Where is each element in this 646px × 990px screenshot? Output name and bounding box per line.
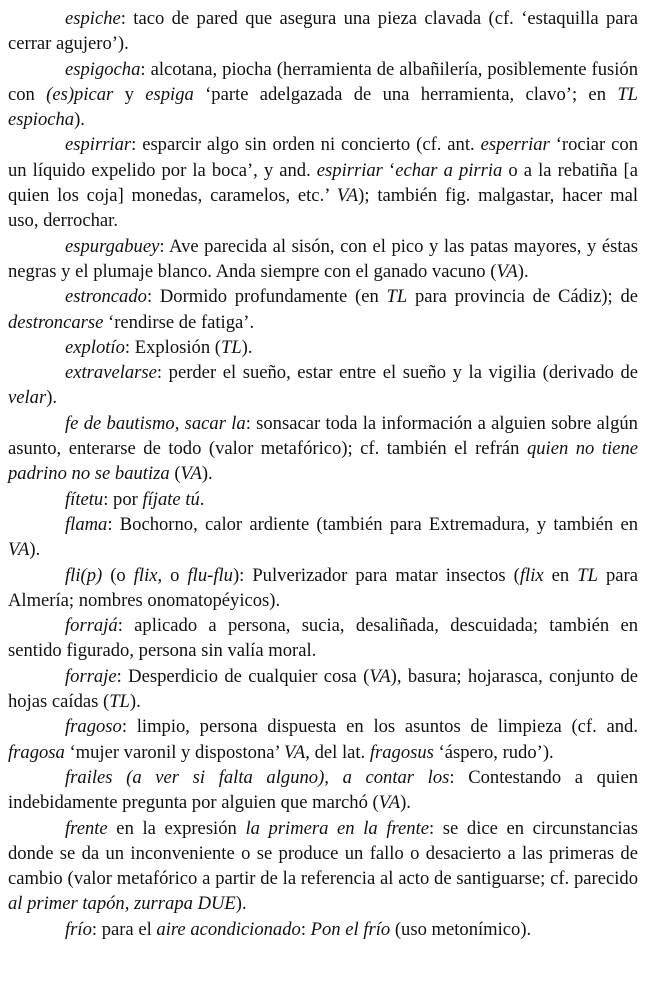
definition-text: ). (29, 539, 41, 561)
definition-text: ). (400, 792, 411, 814)
definition-text: : Ave parecida al sisón, con el pico y las patas mayores, y éstas negras y el plumaje blanco. Anda siempre con el ganado vacuno ( (8, 235, 638, 282)
italic-term: Pon el frío (310, 918, 391, 940)
headword: fli(p) (65, 564, 103, 586)
definition-text: para Almería; nombres onomatopéyicos). (8, 564, 638, 611)
source-abbrev: VA (369, 665, 391, 687)
source-abbrev: VA (378, 792, 401, 814)
italic-term: espiga (145, 83, 194, 105)
entry (8, 6, 638, 57)
italic-term: al primer tapón, zurrapa DUE (8, 893, 236, 915)
definition-text: ). (517, 260, 529, 282)
definition-text: y (113, 83, 146, 105)
definition-text: ). (129, 691, 141, 713)
italic-term: fíjate tú (142, 488, 200, 510)
definition-text: : Bochorno, calor ardiente (también para Extremadura, y también en (107, 513, 638, 535)
definition-text: : taco de pared que asegura una pieza clavada (cf. ‘estaquilla para cerrar agujero’). (8, 8, 638, 55)
headword: frailes (a ver si falta alguno), a contar los (65, 766, 450, 788)
source-abbrev: TL (220, 336, 242, 358)
definition-text: para provincia de Cádiz); de (407, 286, 639, 308)
headword: flama (65, 513, 108, 535)
definition-text: ), basura; hojarasca, conjunto de hojas caídas ( (8, 665, 639, 713)
headword: frío (65, 918, 92, 940)
definition-text: ‘áspero, rudo’). (433, 741, 554, 763)
italic-term: espirriar (316, 159, 383, 181)
source-abbrev: VA (496, 260, 518, 282)
definition-text: ). (201, 463, 213, 485)
entry (8, 917, 638, 942)
italic-term: aire acondicionado (156, 918, 301, 940)
definition-text: : Explosión ( (124, 336, 221, 358)
entry (8, 411, 638, 487)
headword: frente (65, 817, 108, 839)
definition-text: : Desperdicio de cualquier cosa ( (116, 665, 370, 687)
definition-text: ): Pulverizador para matar insectos ( (232, 564, 520, 586)
entry (8, 613, 638, 664)
definition-text: . (199, 488, 205, 510)
definition-text: : sonsacar toda la información a alguien sobre algún asunto, enterarse de todo (valor metafórico); cf. también el refrán (8, 412, 638, 460)
headword: explotío (65, 336, 125, 358)
source-abbrev: TL (577, 564, 598, 586)
italic-term: quien no tiene padrino no se bautiza (8, 438, 638, 485)
entry (8, 816, 638, 917)
definition-text: ). (235, 893, 247, 915)
entry (8, 563, 638, 614)
entry (8, 487, 638, 512)
definition-text: ‘rendirse de fatiga’. (103, 311, 255, 333)
definition-text: o a la rebatiña [a quien los coja] monedas, caramelos, etc.’ (8, 159, 638, 207)
source-abbrev: TL (386, 286, 408, 308)
headword: espiche (65, 8, 121, 29)
definition-text: : por (103, 488, 143, 510)
definition-text: : Dormido profundamente (en (146, 286, 387, 308)
entry (8, 335, 638, 360)
italic-term: TL espiocha (8, 83, 638, 131)
definition-text: : limpio, persona dispuesta en los asuntos de limpieza (cf. and. (121, 716, 638, 738)
definition-text: ‘rociar con un líquido expelido por la boca’, y and. (8, 134, 638, 181)
definition-text: en la expresión (107, 817, 246, 839)
definition-text: ‘ (382, 159, 396, 181)
italic-term: flix (133, 564, 158, 586)
definition-text: : Contestando a quien indebidamente pregunta por alguien que marchó ( (8, 766, 638, 814)
entry (8, 284, 638, 335)
italic-term: (es)picar (46, 83, 114, 105)
headword: espigocha (65, 58, 141, 80)
headword: forraje (65, 665, 117, 687)
definition-text: ). (74, 109, 85, 131)
italic-term: destroncarse (8, 311, 104, 333)
definition-text: : esparcir algo sin orden ni concierto (cf. ant. (131, 134, 481, 156)
definition-text: ); también fig. malgastar, hacer mal uso, derrochar. (8, 185, 639, 232)
definition-text: en (543, 564, 578, 586)
definition-text: (uso metonímico). (390, 918, 532, 940)
italic-term: esperriar (480, 134, 550, 156)
italic-term: flu-flu (187, 564, 233, 586)
entry (8, 132, 638, 233)
headword: forrajá (65, 615, 118, 637)
italic-term: la primera en la frente (245, 817, 429, 839)
source-abbrev: TL (109, 691, 130, 713)
source-abbrev: VA (180, 463, 202, 485)
headword: estroncado (65, 286, 147, 308)
italic-term: fragosa (8, 741, 65, 763)
entry (8, 664, 638, 715)
definition-text: ‘parte adelgazada de una herramienta, clavo’; en (193, 83, 618, 105)
italic-term: velar (8, 387, 47, 409)
definition-text: (o (102, 564, 134, 586)
definition-text: , del lat. (305, 741, 370, 763)
source-abbrev: VA (283, 741, 306, 763)
headword: fítetu (65, 488, 104, 510)
source-abbrev: VA (336, 185, 359, 207)
headword: espurgabuey (65, 235, 160, 257)
headword: fragoso (65, 716, 122, 738)
headword: fe de bautismo, sacar la (65, 412, 246, 434)
definition-text: ( (169, 463, 181, 485)
headword: espirriar (65, 134, 132, 156)
entry (8, 714, 638, 765)
definition-text: , o (157, 564, 188, 586)
definition-text: ). (46, 387, 58, 409)
entry (8, 765, 638, 816)
entry (8, 360, 638, 411)
italic-term: fragosus (369, 741, 434, 763)
definition-text: : alcotana, piocha (herramienta de albañilería, posiblemente fusión con (8, 58, 638, 105)
entry (8, 57, 638, 133)
headword: extravelarse (65, 362, 157, 384)
definition-text: : (300, 918, 311, 940)
definition-text: ). (241, 336, 253, 358)
entry (8, 234, 638, 285)
definition-text: : se dice en circunstancias donde se da un inconveniente o se produce un fallo o desacierto a las primeras de cambio (valor metafórico a partir de la referencia al acto de santiguarse; cf. parecido (8, 817, 638, 890)
source-abbrev: VA (8, 539, 30, 561)
definition-text: : perder el sueño, estar entre el sueño y la vigilia (derivado de (156, 362, 638, 384)
definition-text: : aplicado a persona, sucia, desaliñada, descuidada; también en sentido figurado, persona sin valía moral. (8, 615, 638, 662)
italic-term: echar a pirria (395, 159, 503, 181)
definition-text: ‘mujer varonil y dispostona’ (64, 741, 284, 763)
definition-text: : para el (91, 918, 157, 940)
italic-term: flix (519, 564, 544, 586)
entry (8, 512, 638, 563)
